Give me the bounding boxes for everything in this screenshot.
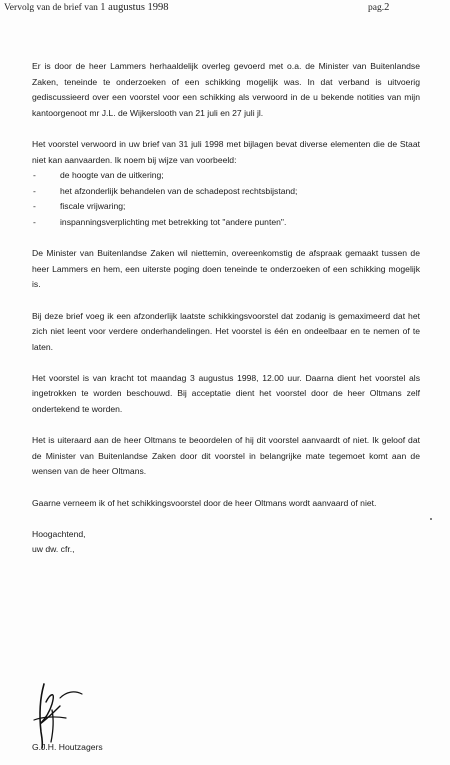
- list-item-text: fiscale vrijwaring;: [60, 201, 126, 212]
- paragraph-voorstel: Het voorstel verwoord in uw brief van 31 juli 1998 met bijlagen bevat diverse elementen die de Staat niet kan aanvaarden. Ik noem bij wijze van voorbeeld:: [32, 138, 420, 165]
- paragraph-overleg: Er is door de heer Lammers herhaaldelijk overleg gevoerd met o.a. de Minister van Buitenlandse Zaken, teneinde te onderzoeken of een schikking mogelijk was. In dat verband is uitvoerig gediscussieerd over een voorstel voor een schikking als verwoord in de u bekende notities van mijn kantoorgenoot mr J.L. de Wijkerslooth van 21 juli en 27 juli jl.: [32, 61, 420, 118]
- bullet-marker: -: [33, 216, 36, 227]
- letter-body: [32, 59, 420, 558]
- continuation-text: Vervolg van de brief van: [4, 3, 98, 13]
- continuation-line: [4, 1, 169, 15]
- paragraph-uiterste-poging: De Minister van Buitenlandse Zaken wil niettemin, overeenkomstig de afspraak gemaakt tussen de heer Lammers en hem, een uiterste poging doen teneinde te onderzoeken of een schikking mogelijk is.: [32, 248, 420, 290]
- list-item: [32, 199, 420, 215]
- list-item: [32, 168, 420, 184]
- list-item: [32, 184, 420, 200]
- letter-date: 1 augustus 1998: [100, 2, 169, 13]
- closing-sign-off: uw dw. cfr.,: [32, 544, 75, 555]
- paragraph-termijn: Het voorstel is van kracht tot maandag 3 augustus 1998, 12.00 uur. Daarna dient het voorstel als ingetrokken te worden beschouwd. Bij acceptatie dient het voorstel door de heer Oltmans zelf ondertekend te worden.: [32, 372, 420, 415]
- signer-name: G.J.H. Houtzagers: [32, 742, 103, 752]
- paragraph-beoordeling: Het is uiteraard aan de heer Oltmans te beoordelen of hij dit voorstel aanvaardt of niet. Ik geloof dat de Minister van Buitenlandse Zaken door dit voorstel in belangrijke mate tegemoet komt aan de wensen van de heer Oltmans.: [32, 435, 420, 477]
- list-item: [32, 215, 420, 231]
- page-label: pag.: [368, 3, 385, 13]
- closing-block: [32, 527, 420, 558]
- bullet-marker: -: [33, 170, 36, 181]
- list-item-text: inspanningsverplichting met betrekking tot "andere punten".: [60, 216, 287, 227]
- list-item-text: de hoogte van de uitkering;: [60, 170, 164, 181]
- page-number: 2: [384, 2, 390, 13]
- list-item-text: het afzonderlijk behandelen van de schadepost rechtsbijstand;: [60, 185, 298, 196]
- paragraph-verzoek: Gaarne verneem ik of het schikkingsvoorstel door de heer Oltmans wordt aanvaard of niet.: [32, 497, 377, 508]
- page-indicator: [368, 1, 389, 15]
- scan-speck: [430, 518, 432, 520]
- page-header: [4, 1, 444, 15]
- closing-salutation: Hoogachtend,: [32, 528, 86, 539]
- bullet-marker: -: [33, 185, 36, 196]
- bullet-marker: -: [33, 201, 36, 212]
- paragraph-laatste-voorstel: Bij deze brief voeg ik een afzonderlijk laatste schikkingsvoorstel dat zodanig is gemaximeerd dat het zich niet leent voor verdere onderhandelingen. Het voorstel is één en ondeelbaar en te nemen of te laten.: [32, 310, 420, 352]
- example-list: [32, 168, 420, 230]
